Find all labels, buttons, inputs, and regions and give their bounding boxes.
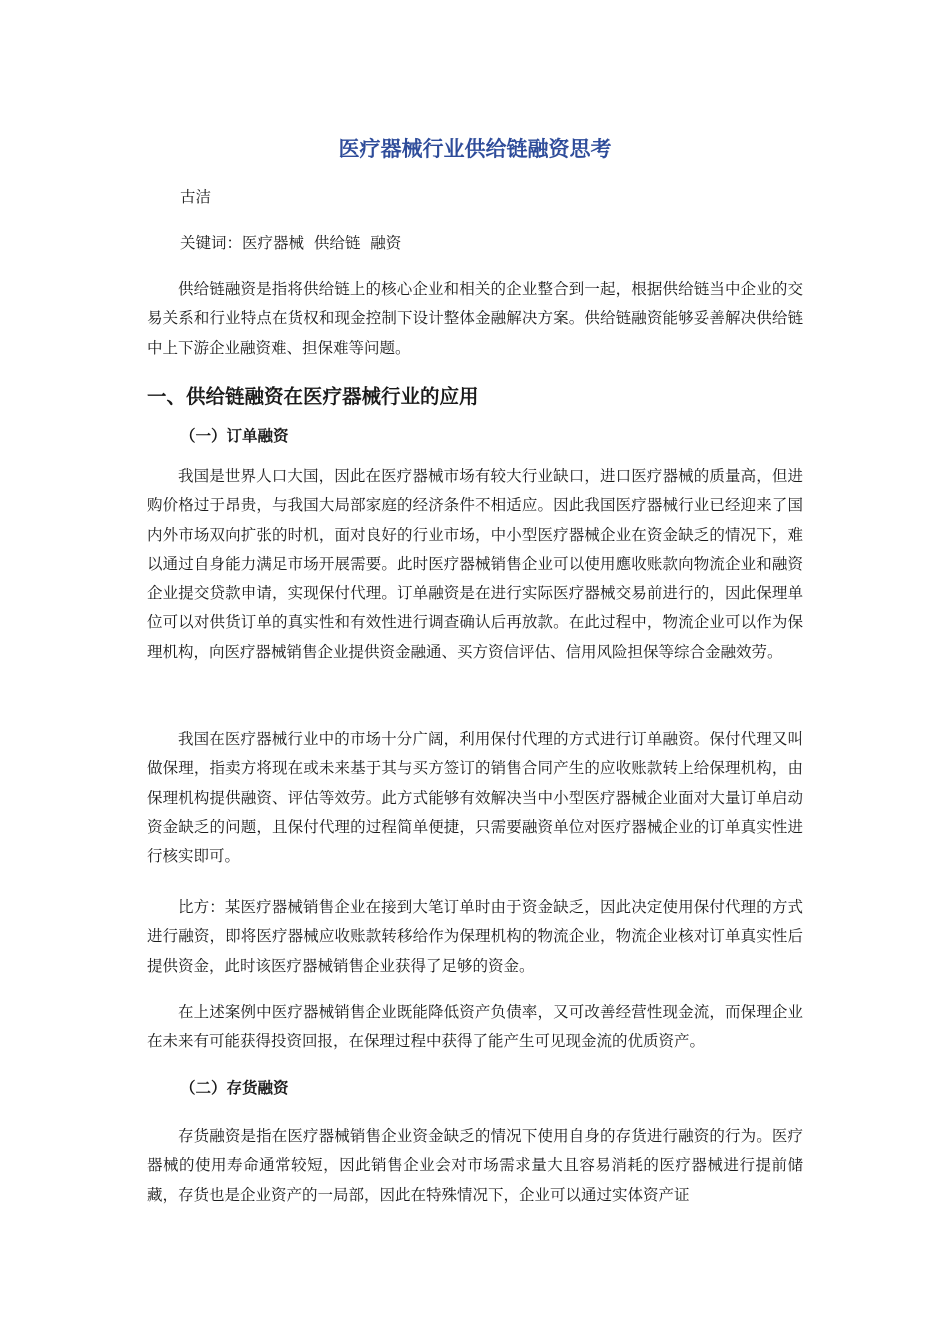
document-title: 医疗器械行业供给链融资思考 [338, 137, 612, 161]
paragraph: 在上述案例中医疗器械销售企业既能降低资产负债率，又可改善经营性现金流，而保理企业在未来有可能获得投资回报，在保理过程中获得了能产生可见现金流的优质资产。 [147, 1003, 803, 1051]
paragraph: 我国是世界人口大国，因此在医疗器械市场有较大行业缺口，进口医疗器械的质量高，但进购价格过于昂贵，与我国大局部家庭的经济条件不相适应。因此我国医疗器械行业已经迎来了国内外市场双向扩张的时机，面对良好的行业市场，中小型医疗器械企业在资金缺乏的情况下，难以通过自身能力满足市场开展需要。此时医疗器械销售企业可以使用應收账款向物流企业和融资企业提交贷款申请，实现保付代理。订单融资是在进行实际医疗器械交易前进行的，因此保理单位可以对供货订单的真实性和有效性进行调查确认后再放款。在此过程中，物流企业可以作为保理机构，向医疗器械销售企业提供资金融通、买方资信评估、信用风险担保等综合金融效劳。 [147, 467, 803, 661]
section-heading-1: 一、供给链融资在医疗器械行业的应用 [147, 385, 479, 408]
subsection-heading-inventory-financing: （二）存货融资 [180, 1078, 289, 1097]
intro-paragraph: 供给链融资是指将供给链上的核心企业和相关的企业整合到一起，根据供给链当中企业的交易关系和行业特点在货权和现金控制下设计整体金融解决方案。供给链融资能够妥善解决供给链中上下游企业融资难、担保难等问题。 [147, 280, 803, 357]
subsection-heading-order-financing: （一）订单融资 [180, 426, 289, 445]
keywords: 关键词：医疗器械 供给链 融资 [180, 234, 402, 252]
paragraph: 我国在医疗器械行业中的市场十分广阔，利用保付代理的方式进行订单融资。保付代理又叫做保理，指卖方将现在或未来基于其与买方签订的销售合同产生的应收账款转上给保理机构，由保理机构提供融资、评估等效劳。此方式能够有效解决当中小型医疗器械企业面对大量订单启动资金缺乏的问题，且保付代理的过程简单便捷，只需要融资单位对医疗器械企业的订单真实性进行核实即可。 [147, 730, 803, 866]
author: 古洁 [180, 188, 212, 206]
paragraph: 存货融资是指在医疗器械销售企业资金缺乏的情况下使用自身的存货进行融资的行为。医疗器械的使用寿命通常较短，因此销售企业会对市场需求量大且容易消耗的医疗器械进行提前储藏，存货也是企业资产的一局部，因此在特殊情况下，企业可以通过实体资产证 [147, 1127, 803, 1204]
paragraph: 比方：某医疗器械销售企业在接到大笔订单时由于资金缺乏，因此决定使用保付代理的方式进行融资，即将医疗器械应收账款转移给作为保理机构的物流企业，物流企业核对订单真实性后提供资金，此时该医疗器械销售企业获得了足够的资金。 [147, 898, 803, 975]
